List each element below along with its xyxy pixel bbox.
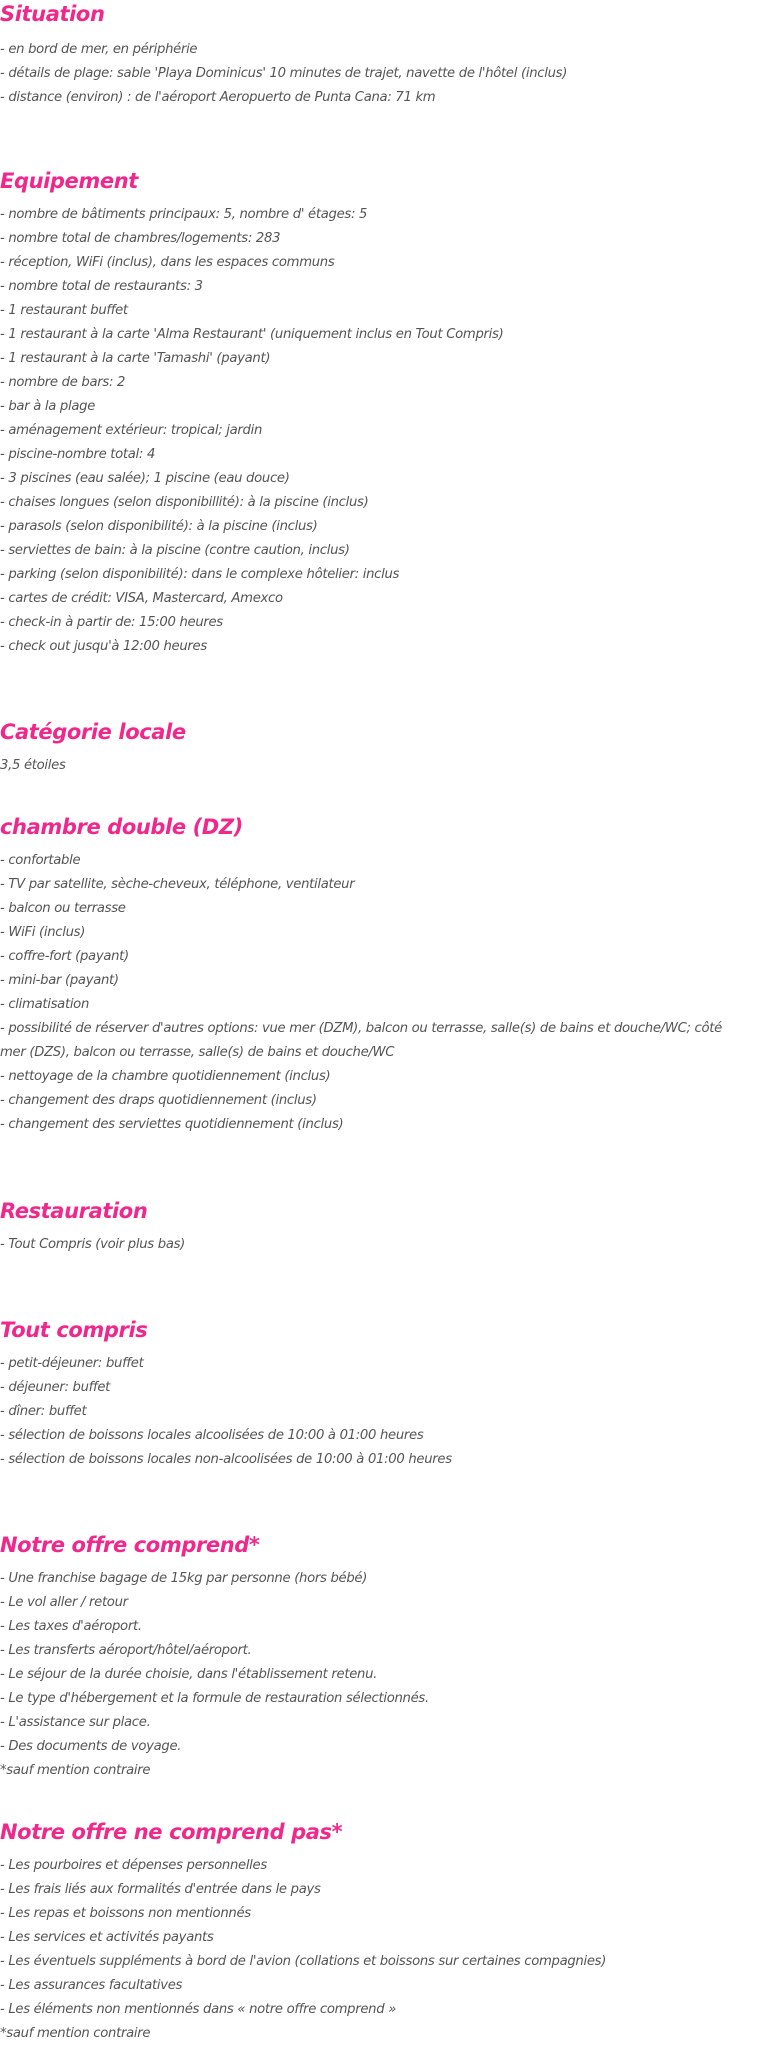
list-item: - Le vol aller / retour	[0, 1595, 128, 1610]
list-item: - bar à la plage	[0, 399, 96, 414]
section-title: Situation	[0, 2, 105, 26]
list-item: - Les frais liés aux formalités d'entrée dans le pays	[0, 1882, 321, 1897]
list-item: - Les services et activités payants	[0, 1930, 214, 1945]
footnote: *sauf mention contraire	[0, 1763, 151, 1778]
list-item: - détails de plage: sable 'Playa Dominicus' 10 minutes de trajet, navette de l'hôtel (inclus)	[0, 66, 568, 81]
list-item: - changement des serviettes quotidiennement (inclus)	[0, 1117, 344, 1132]
section-title: Catégorie locale	[0, 720, 186, 744]
section-title: Notre offre ne comprend pas*	[0, 1820, 343, 1844]
list-item: - Le séjour de la durée choisie, dans l'établissement retenu.	[0, 1667, 378, 1682]
list-item: - parasols (selon disponibilité): à la piscine (inclus)	[0, 519, 318, 534]
list-item: - Les taxes d'aéroport.	[0, 1619, 142, 1634]
section-equipement	[0, 167, 758, 659]
footnote: *sauf mention contraire	[0, 2026, 151, 2041]
list-item: - Les transferts aéroport/hôtel/aéroport.	[0, 1643, 252, 1658]
list-item: - 1 restaurant buffet	[0, 303, 128, 318]
list-item: - 1 restaurant à la carte 'Tamashi' (payant)	[0, 351, 271, 366]
list-item: - sélection de boissons locales alcoolisées de 10:00 à 01:00 heures	[0, 1428, 424, 1443]
list-item: - check-in à partir de: 15:00 heures	[0, 615, 223, 630]
list-item: - Les repas et boissons non mentionnés	[0, 1906, 251, 1921]
list-item: - petit-déjeuner: buffet	[0, 1356, 144, 1371]
section-title: Restauration	[0, 1199, 148, 1223]
list-item: - WiFi (inclus)	[0, 925, 86, 940]
list-item: - Les pourboires et dépenses personnelles	[0, 1858, 267, 1873]
list-item: - Les éléments non mentionnés dans « notre offre comprend »	[0, 2002, 397, 2017]
list-item: - en bord de mer, en périphérie	[0, 42, 198, 57]
list-item: - Les assurances facultatives	[0, 1978, 183, 1993]
list-item: - changement des draps quotidiennement (inclus)	[0, 1093, 317, 1108]
list-item: - L'assistance sur place.	[0, 1715, 151, 1730]
section-chambre-double	[0, 813, 758, 1137]
list-item: - 1 restaurant à la carte 'Alma Restaurant' (uniquement inclus en Tout Compris)	[0, 327, 504, 342]
list-item: - sélection de boissons locales non-alcoolisées de 10:00 à 01:00 heures	[0, 1452, 452, 1467]
section-restauration	[0, 1197, 758, 1257]
list-item: - nombre total de chambres/logements: 283	[0, 231, 281, 246]
list-item: - nettoyage de la chambre quotidiennement (inclus)	[0, 1069, 331, 1084]
section-title: Tout compris	[0, 1318, 148, 1342]
list-item: - balcon ou terrasse	[0, 901, 126, 916]
section-categorie-locale	[0, 718, 758, 778]
section-title: Equipement	[0, 169, 138, 193]
list-item: - déjeuner: buffet	[0, 1380, 110, 1395]
list-item: 3,5 étoiles	[0, 758, 66, 773]
list-item: - piscine-nombre total: 4	[0, 447, 156, 462]
list-item: - Les éventuels suppléments à bord de l'avion (collations et boissons sur certaines compagnies)	[0, 1954, 607, 1969]
list-item: - nombre total de restaurants: 3	[0, 279, 203, 294]
list-item: - check out jusqu'à 12:00 heures	[0, 639, 207, 654]
list-item: - Le type d'hébergement et la formule de restauration sélectionnés.	[0, 1691, 429, 1706]
list-item: - parking (selon disponibilité): dans le complexe hôtelier: inclus	[0, 567, 400, 582]
list-item: - climatisation	[0, 997, 90, 1012]
section-title: chambre double (DZ)	[0, 815, 243, 839]
list-item: - Des documents de voyage.	[0, 1739, 182, 1754]
section-offre-comprend	[0, 1531, 758, 1783]
list-item: - aménagement extérieur: tropical; jardin	[0, 423, 262, 438]
list-item: - cartes de crédit: VISA, Mastercard, Amexco	[0, 591, 283, 606]
list-item: - chaises longues (selon disponibillité): à la piscine (inclus)	[0, 495, 369, 510]
list-item: - coffre-fort (payant)	[0, 949, 129, 964]
list-item: - réception, WiFi (inclus), dans les espaces communs	[0, 255, 335, 270]
list-item: - serviettes de bain: à la piscine (contre caution, inclus)	[0, 543, 350, 558]
list-item: - TV par satellite, sèche-cheveux, téléphone, ventilateur	[0, 877, 355, 892]
list-item: - Une franchise bagage de 15kg par personne (hors bébé)	[0, 1571, 368, 1586]
list-item: - possibilité de réserver d'autres options: vue mer (DZM), balcon ou terrasse, salle(s) de bains et douche/WC; côté mer (DZS), balcon ou terrasse, salle(s) de bains et douche/WC	[0, 1021, 722, 1060]
list-item: - mini-bar (payant)	[0, 973, 119, 988]
list-item: - confortable	[0, 853, 81, 868]
list-item: - nombre de bâtiments principaux: 5, nombre d' étages: 5	[0, 207, 368, 222]
list-item: - nombre de bars: 2	[0, 375, 126, 390]
section-tout-compris	[0, 1316, 758, 1472]
list-item: - distance (environ) : de l'aéroport Aeropuerto de Punta Cana: 71 km	[0, 90, 436, 105]
section-title: Notre offre comprend*	[0, 1533, 260, 1557]
list-item: - 3 piscines (eau salée); 1 piscine (eau douce)	[0, 471, 290, 486]
list-item: - dîner: buffet	[0, 1404, 87, 1419]
section-offre-ne-comprend-pas	[0, 1818, 758, 2046]
list-item: - Tout Compris (voir plus bas)	[0, 1237, 186, 1252]
section-situation	[0, 0, 758, 110]
